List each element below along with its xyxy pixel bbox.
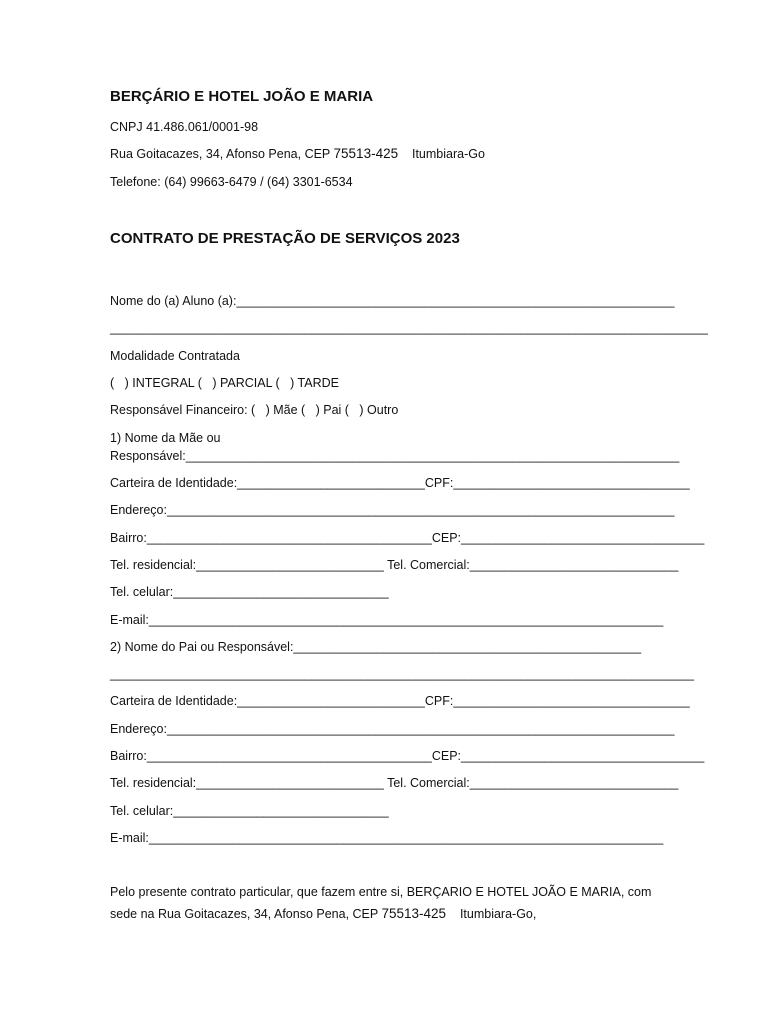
cnpj: CNPJ 41.486.061/0001-98 xyxy=(110,120,259,134)
father-name-field: 2) Nome do Pai ou Responsável:__________________________________________________ xyxy=(110,640,642,654)
mother-neighborhood-cep-field: Bairro:_________________________________________CEP:___________________________________ xyxy=(110,531,705,545)
contract-title: CONTRATO DE PRESTAÇÃO DE SERVIÇOS 2023 xyxy=(110,230,460,247)
father-mobile-field: Tel. celular:_______________________________ xyxy=(110,804,389,818)
contract-paragraph xyxy=(110,882,670,925)
paragraph-line-2 xyxy=(110,903,670,925)
mother-name-field: Responsável:_______________________________________________________________________ xyxy=(110,449,680,463)
company-address xyxy=(110,146,485,162)
paragraph-line-1: Pelo presente contrato particular, que fazem entre si, BERÇARIO E HOTEL JOÃO E MARIA, com xyxy=(110,885,652,899)
student-name-field: Nome do (a) Aluno (a):_______________________________________________________________ xyxy=(110,294,675,308)
paragraph-address: sede na Rua Goitacazes, 34, Afonso Pena, CEP xyxy=(110,907,382,921)
modality-label: Modalidade Contratada xyxy=(110,349,240,363)
company-name: BERÇÁRIO E HOTEL JOÃO E MARIA xyxy=(110,88,374,105)
father-id-cpf-field: Carteira de Identidade:___________________________CPF:__________________________________ xyxy=(110,694,690,708)
mother-address-field: Endereço:_________________________________________________________________________ xyxy=(110,503,675,517)
mother-email-field: E-mail:__________________________________________________________________________ xyxy=(110,613,664,627)
modality-options: ( ) INTEGRAL ( ) PARCIAL ( ) TARDE xyxy=(110,376,339,390)
student-name-continuation: ______________________________________________________________________________________ xyxy=(110,321,708,335)
mother-section-title: 1) Nome da Mãe ou xyxy=(110,431,221,445)
paragraph-city: Itumbiara-Go, xyxy=(446,907,537,921)
mother-phones-field: Tel. residencial:___________________________ Tel. Comercial:______________________________ xyxy=(110,558,679,572)
company-phone: Telefone: (64) 99663-6479 / (64) 3301-6534 xyxy=(110,175,353,189)
address-cep: 75513-425 xyxy=(333,146,399,161)
paragraph-cep: 75513-425 xyxy=(381,906,447,921)
father-neighborhood-cep-field: Bairro:_________________________________________CEP:___________________________________ xyxy=(110,749,705,763)
father-name-continuation: ____________________________________________________________________________________ xyxy=(110,667,694,681)
financial-responsible-options: Responsável Financeiro: ( ) Mãe ( ) Pai ( ) Outro xyxy=(110,403,399,417)
address-city: Itumbiara-Go xyxy=(398,147,485,161)
mother-mobile-field: Tel. celular:_______________________________ xyxy=(110,585,389,599)
father-email-field: E-mail:__________________________________________________________________________ xyxy=(110,831,664,845)
address-street: Rua Goitacazes, 34, Afonso Pena, CEP xyxy=(110,147,334,161)
father-address-field: Endereço:_________________________________________________________________________ xyxy=(110,722,675,736)
father-phones-field: Tel. residencial:___________________________ Tel. Comercial:______________________________ xyxy=(110,776,679,790)
mother-id-cpf-field: Carteira de Identidade:___________________________CPF:__________________________________ xyxy=(110,476,690,490)
